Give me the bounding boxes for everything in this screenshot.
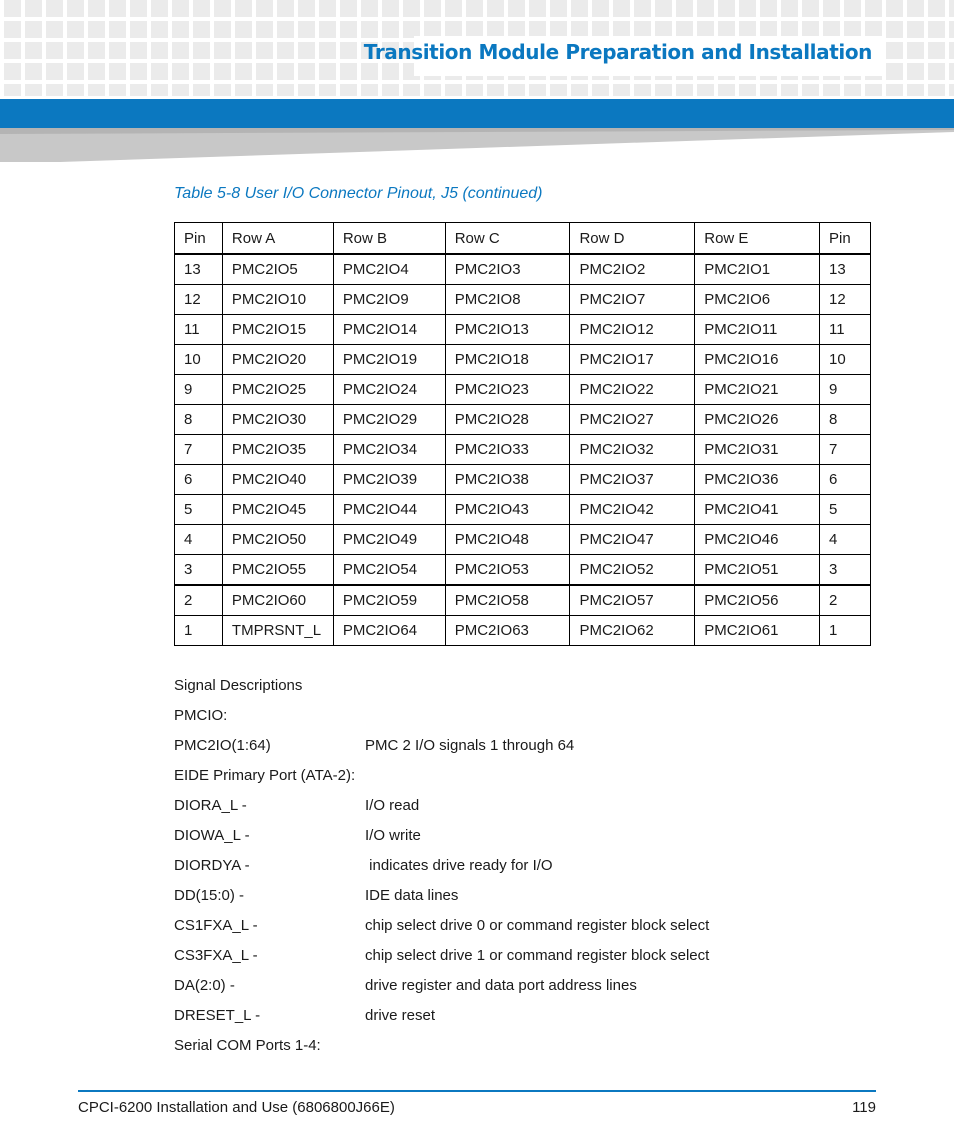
table-cell: PMC2IO64 xyxy=(333,616,445,646)
table-cell: PMC2IO46 xyxy=(695,525,820,555)
signal-name: CS1FXA_L - xyxy=(174,917,258,934)
table-row xyxy=(175,315,871,345)
table-cell: PMC2IO38 xyxy=(445,465,570,495)
pinout-table xyxy=(174,222,871,646)
signal-name: DIORA_L - xyxy=(174,797,247,814)
table-cell: PMC2IO51 xyxy=(695,555,820,586)
signal-description: chip select drive 1 or command register block select xyxy=(365,947,710,964)
table-row xyxy=(175,555,871,586)
table-cell: 13 xyxy=(820,254,871,285)
table-cell: PMC2IO24 xyxy=(333,375,445,405)
signal-description: I/O write xyxy=(365,827,421,844)
footer-rule xyxy=(78,1090,876,1092)
table-row xyxy=(175,254,871,285)
signal-name: EIDE Primary Port (ATA-2): xyxy=(174,767,356,784)
table-cell: PMC2IO59 xyxy=(333,585,445,616)
table-row xyxy=(175,585,871,616)
column-header: Row B xyxy=(333,223,445,255)
page-header-title: Transition Module Preparation and Installation xyxy=(363,40,872,64)
table-cell: 8 xyxy=(820,405,871,435)
table-cell: PMC2IO6 xyxy=(695,285,820,315)
column-header: Row C xyxy=(445,223,570,255)
table-cell: PMC2IO50 xyxy=(222,525,333,555)
signal-name: DD(15:0) - xyxy=(174,887,245,904)
table-cell: PMC2IO18 xyxy=(445,345,570,375)
table-cell: PMC2IO43 xyxy=(445,495,570,525)
table-cell: PMC2IO12 xyxy=(570,315,695,345)
table-row xyxy=(175,525,871,555)
column-header: Row A xyxy=(222,223,333,255)
table-cell: 3 xyxy=(175,555,223,586)
table-cell: 8 xyxy=(175,405,223,435)
table-row xyxy=(175,495,871,525)
signal-name: DIORDYA - xyxy=(174,857,250,874)
table-cell: PMC2IO22 xyxy=(570,375,695,405)
table-cell: PMC2IO10 xyxy=(222,285,333,315)
table-cell: PMC2IO27 xyxy=(570,405,695,435)
table-cell: 1 xyxy=(175,616,223,646)
table-cell: PMC2IO36 xyxy=(695,465,820,495)
table-cell: PMC2IO14 xyxy=(333,315,445,345)
signal-description: chip select drive 0 or command register block select xyxy=(365,917,710,934)
table-row xyxy=(175,616,871,646)
table-cell: 2 xyxy=(175,585,223,616)
column-header: Pin xyxy=(820,223,871,255)
table-cell: PMC2IO42 xyxy=(570,495,695,525)
table-cell: PMC2IO2 xyxy=(570,254,695,285)
table-cell: 1 xyxy=(820,616,871,646)
table-cell: PMC2IO39 xyxy=(333,465,445,495)
table-cell: 2 xyxy=(820,585,871,616)
table-cell: PMC2IO5 xyxy=(222,254,333,285)
table-cell: PMC2IO16 xyxy=(695,345,820,375)
table-cell: PMC2IO60 xyxy=(222,585,333,616)
table-row xyxy=(175,465,871,495)
table-cell: 5 xyxy=(820,495,871,525)
table-cell: 9 xyxy=(820,375,871,405)
table-cell: PMC2IO17 xyxy=(570,345,695,375)
table-cell: PMC2IO23 xyxy=(445,375,570,405)
table-cell: PMC2IO45 xyxy=(222,495,333,525)
signal-name: DIOWA_L - xyxy=(174,827,250,844)
table-cell: PMC2IO32 xyxy=(570,435,695,465)
table-row xyxy=(175,375,871,405)
table-cell: PMC2IO26 xyxy=(695,405,820,435)
table-cell: 12 xyxy=(175,285,223,315)
table-cell: PMC2IO49 xyxy=(333,525,445,555)
table-cell: PMC2IO25 xyxy=(222,375,333,405)
table-cell: PMC2IO1 xyxy=(695,254,820,285)
signal-name: DRESET_L - xyxy=(174,1007,261,1024)
table-cell: 12 xyxy=(820,285,871,315)
table-caption: Table 5-8 User I/O Connector Pinout, J5 (continued) xyxy=(174,185,543,202)
table-cell: PMC2IO37 xyxy=(570,465,695,495)
table-cell: PMC2IO33 xyxy=(445,435,570,465)
table-cell: 10 xyxy=(820,345,871,375)
table-cell: PMC2IO15 xyxy=(222,315,333,345)
table-cell: PMC2IO31 xyxy=(695,435,820,465)
table-cell: 5 xyxy=(175,495,223,525)
table-cell: PMC2IO47 xyxy=(570,525,695,555)
table-cell: PMC2IO30 xyxy=(222,405,333,435)
header-gray-swoosh xyxy=(0,128,954,164)
table-cell: TMPRSNT_L xyxy=(222,616,333,646)
column-header: Pin xyxy=(175,223,223,255)
table-cell: PMC2IO52 xyxy=(570,555,695,586)
table-cell: PMC2IO28 xyxy=(445,405,570,435)
table-cell: 13 xyxy=(175,254,223,285)
table-cell: 11 xyxy=(820,315,871,345)
table-cell: PMC2IO34 xyxy=(333,435,445,465)
table-row xyxy=(175,405,871,435)
table-cell: PMC2IO7 xyxy=(570,285,695,315)
signal-name: DA(2:0) - xyxy=(174,977,235,994)
table-cell: PMC2IO57 xyxy=(570,585,695,616)
column-header: Row D xyxy=(570,223,695,255)
header-blue-bar xyxy=(0,99,954,128)
table-cell: PMC2IO20 xyxy=(222,345,333,375)
table-cell: PMC2IO44 xyxy=(333,495,445,525)
table-row xyxy=(175,345,871,375)
table-cell: 4 xyxy=(175,525,223,555)
table-cell: PMC2IO8 xyxy=(445,285,570,315)
table-cell: PMC2IO58 xyxy=(445,585,570,616)
table-cell: PMC2IO53 xyxy=(445,555,570,586)
table-cell: PMC2IO11 xyxy=(695,315,820,345)
table-cell: PMC2IO63 xyxy=(445,616,570,646)
table-cell: 10 xyxy=(175,345,223,375)
table-cell: 6 xyxy=(175,465,223,495)
table-cell: PMC2IO54 xyxy=(333,555,445,586)
table-cell: PMC2IO29 xyxy=(333,405,445,435)
signal-description: drive reset xyxy=(365,1007,436,1024)
table-row xyxy=(175,285,871,315)
table-cell: PMC2IO21 xyxy=(695,375,820,405)
table-cell: PMC2IO40 xyxy=(222,465,333,495)
signal-name: Signal Descriptions xyxy=(174,677,303,694)
signal-description: I/O read xyxy=(365,797,420,814)
table-cell: PMC2IO61 xyxy=(695,616,820,646)
footer-document-title: CPCI-6200 Installation and Use (6806800J66E) xyxy=(78,1099,395,1116)
table-cell: 6 xyxy=(820,465,871,495)
table-cell: PMC2IO35 xyxy=(222,435,333,465)
signal-name: CS3FXA_L - xyxy=(174,947,258,964)
column-header: Row E xyxy=(695,223,820,255)
table-cell: 11 xyxy=(175,315,223,345)
table-cell: PMC2IO55 xyxy=(222,555,333,586)
table-cell: 3 xyxy=(820,555,871,586)
table-cell: 4 xyxy=(820,525,871,555)
signal-name: Serial COM Ports 1-4: xyxy=(174,1037,321,1054)
table-cell: PMC2IO4 xyxy=(333,254,445,285)
signal-description: indicates drive ready for I/O xyxy=(365,857,553,874)
table-cell: PMC2IO9 xyxy=(333,285,445,315)
table-row xyxy=(175,435,871,465)
signal-description: drive register and data port address lines xyxy=(365,977,637,994)
footer-page-number: 119 xyxy=(852,1099,876,1116)
signal-description: IDE data lines xyxy=(365,887,459,904)
table-cell: PMC2IO3 xyxy=(445,254,570,285)
signal-name: PMCIO: xyxy=(174,707,228,724)
table-cell: PMC2IO56 xyxy=(695,585,820,616)
table-header-row xyxy=(175,223,871,255)
table-cell: PMC2IO41 xyxy=(695,495,820,525)
table-cell: 7 xyxy=(175,435,223,465)
table-cell: PMC2IO48 xyxy=(445,525,570,555)
signal-description: PMC 2 I/O signals 1 through 64 xyxy=(365,737,575,754)
table-cell: PMC2IO62 xyxy=(570,616,695,646)
table-cell: PMC2IO13 xyxy=(445,315,570,345)
signal-name: PMC2IO(1:64) xyxy=(174,737,271,754)
table-cell: 9 xyxy=(175,375,223,405)
table-cell: PMC2IO19 xyxy=(333,345,445,375)
table-cell: 7 xyxy=(820,435,871,465)
